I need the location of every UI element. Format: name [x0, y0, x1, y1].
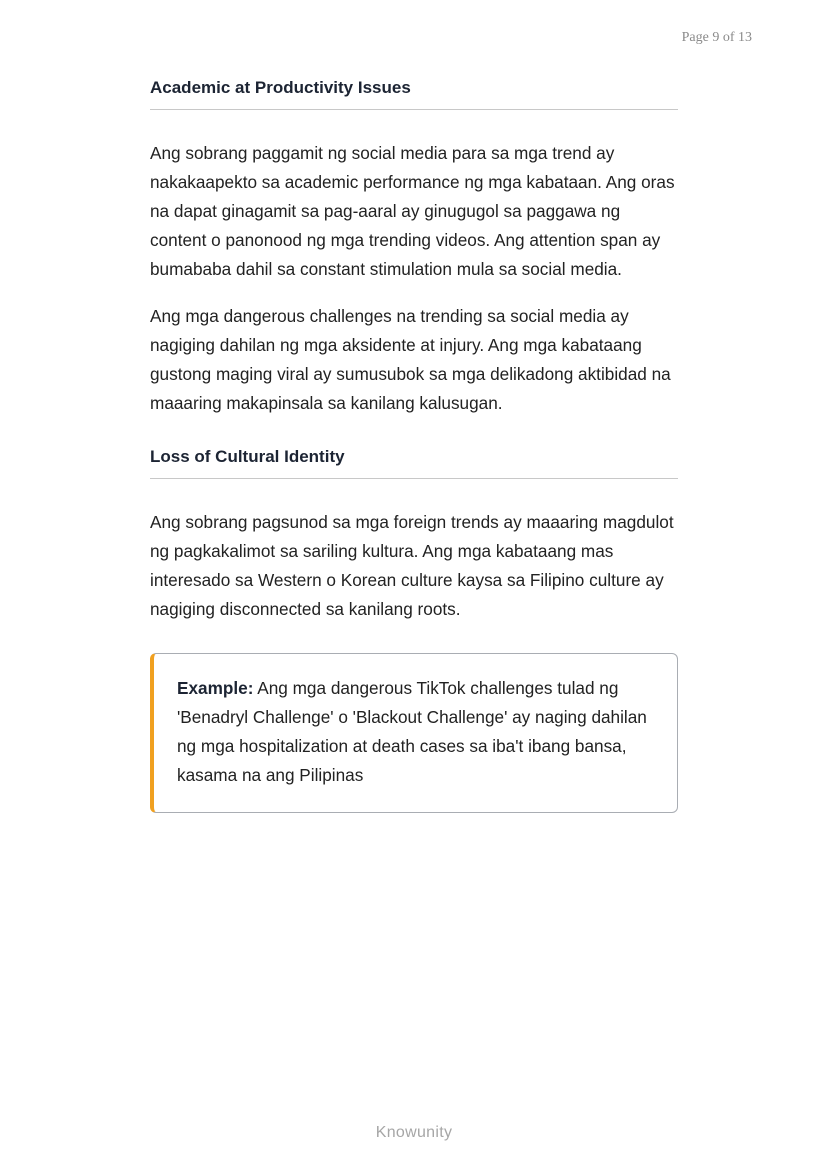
paragraph: Ang sobrang paggamit ng social media para sa mga trend ay nakakaapekto sa academic performance ng mga kabataan. Ang oras na dapat ginagamit sa pag-aaral ay ginugugol sa paggawa ng content o panonood ng mga trending videos. Ang attention span ay bumababa dahil sa constant stimulation mula sa social media.	[150, 143, 675, 279]
example-text	[177, 674, 655, 790]
paragraph: Ang sobrang pagsunod sa mga foreign trends ay maaaring magdulot ng pagkakalimot sa sariling kultura. Ang mga kabataang mas interesado sa Western o Korean culture kaysa sa Filipino culture ay nagiging disconnected sa kanilang roots.	[150, 512, 674, 619]
example-body: Ang mga dangerous TikTok challenges tulad ng 'Benadryl Challenge' o 'Blackout Challenge' ay naging dahilan ng mga hospitalization at death cases sa iba't ibang bansa, kasama na ang Pilipinas	[177, 678, 647, 785]
page-number: Page 9 of 13	[681, 30, 752, 45]
paragraph: Ang mga dangerous challenges na trending sa social media ay nagiging dahilan ng mga aksidente at injury. Ang mga kabataang gustong maging viral ay sumusubok sa mga delikadong aktibidad na maaaring makapinsala sa kanilang kalusugan.	[150, 306, 671, 413]
section-heading-academic: Academic at Productivity Issues	[150, 78, 678, 110]
example-callout	[150, 653, 678, 813]
document-body	[150, 78, 678, 813]
section-heading-cultural-identity: Loss of Cultural Identity	[150, 447, 678, 479]
example-label: Example:	[177, 678, 254, 698]
footer-brand-watermark: Knowunity	[375, 1124, 453, 1141]
